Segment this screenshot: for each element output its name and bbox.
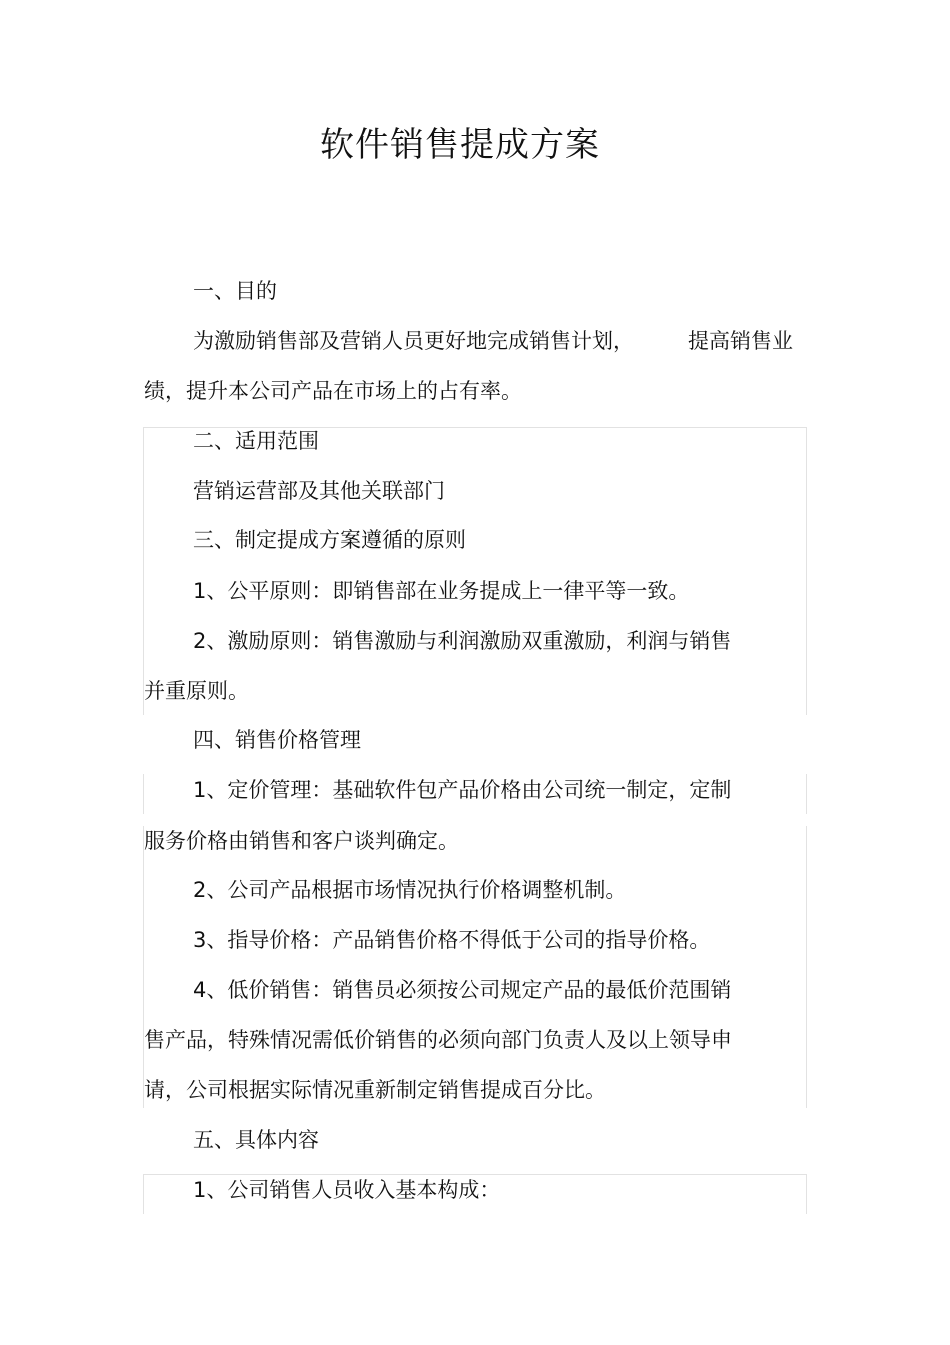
section-5-heading: 五、具体内容 <box>193 1128 319 1152</box>
section-1-paragraph-line-1-right: 提高销售业 <box>688 329 793 353</box>
section-4-item-2: 2、公司产品根据市场情况执行价格调整机制。 <box>193 878 627 902</box>
section-1-paragraph-line-1: 为激励销售部及营销人员更好地完成销售计划， <box>193 329 634 353</box>
section-5-item-1: 1、公司销售人员收入基本构成： <box>193 1178 501 1202</box>
section-3-item-1: 1、公平原则：即销售部在业务提成上一律平等一致。 <box>193 579 690 603</box>
frame-block-1 <box>143 427 807 715</box>
section-4-item-4-line-2: 售产品，特殊情况需低价销售的必须向部门负责人及以上领导申 <box>144 1028 732 1052</box>
section-4-heading: 四、销售价格管理 <box>193 728 361 752</box>
section-4-item-3: 3、指导价格：产品销售价格不得低于公司的指导价格。 <box>193 928 711 952</box>
section-1-paragraph-line-2: 绩，提升本公司产品在市场上的占有率。 <box>144 379 522 403</box>
section-4-item-4-line-3: 请，公司根据实际情况重新制定销售提成百分比。 <box>144 1078 606 1102</box>
section-3-item-2-line-1: 2、激励原则：销售激励与利润激励双重激励，利润与销售 <box>193 629 732 653</box>
section-4-item-1-line-1: 1、定价管理：基础软件包产品价格由公司统一制定，定制 <box>193 778 732 802</box>
section-4-item-1-line-2: 服务价格由销售和客户谈判确定。 <box>144 829 459 853</box>
document-title: 软件销售提成方案 <box>320 125 600 165</box>
section-2-paragraph: 营销运营部及其他关联部门 <box>193 479 445 503</box>
section-2-heading: 二、适用范围 <box>193 429 319 453</box>
section-3-item-2-line-2: 并重原则。 <box>144 679 249 703</box>
frame-block-3 <box>143 826 807 1108</box>
section-3-heading: 三、制定提成方案遵循的原则 <box>193 528 466 552</box>
section-1-heading: 一、目的 <box>193 279 277 303</box>
section-4-item-4-line-1: 4、低价销售：销售员必须按公司规定产品的最低价范围销 <box>193 978 732 1002</box>
